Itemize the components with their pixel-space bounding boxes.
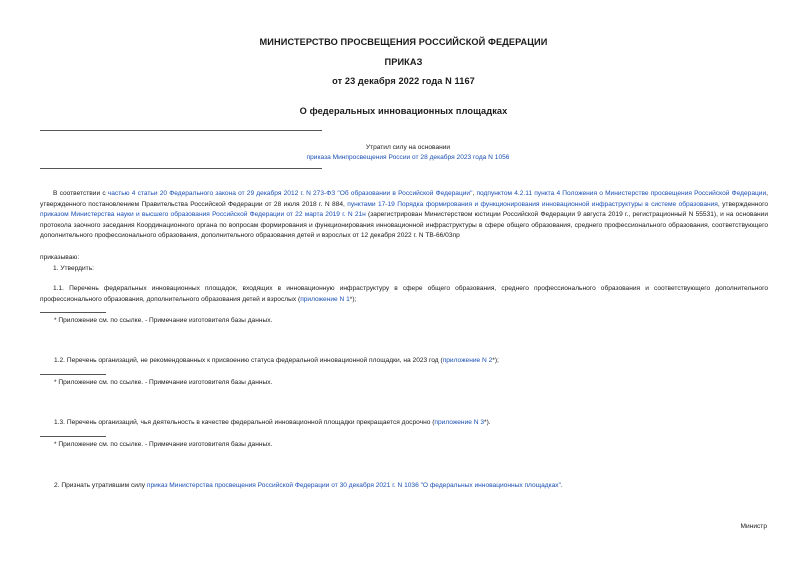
status-link-wrap (240, 153, 576, 164)
item-tail: *); (492, 357, 499, 364)
item-text: 1.2. Перечень организаций, не рекомендованных к присвоению статуса федеральной инновационной площадки, на 2023 год ( (54, 357, 443, 364)
order-word: приказываю: (40, 254, 80, 261)
document-title: О федеральных инновационных площадках (299, 106, 508, 116)
signature-title: Министр (740, 523, 767, 530)
preamble-paragraph (40, 189, 768, 242)
item-tail: *). (484, 419, 491, 426)
status-text: Утратил силу на основании (365, 144, 451, 151)
law-link[interactable]: частью 4 статьи 20 Федерального закона от 29 декабря 2012 г. N 273-ФЗ "Об образовании в Российской Федерации" (107, 190, 473, 197)
item-1-1 (40, 284, 768, 305)
footnote: * Приложение см. по ссылке. - Примечание изготовителя базы данных. (54, 379, 273, 386)
item-tail: . (560, 482, 563, 489)
repeal-order-link[interactable]: приказа Минпросвещения России от 28 декабря 2023 года N 1056 (306, 154, 510, 161)
appendix-1-link[interactable]: приложение N 1 (300, 295, 350, 303)
item-1-2 (54, 356, 499, 367)
item-text: 1.1. Перечень федеральных инновационных площадок, входящих в инновационную инфраструктуру в сфере общего образования, среднего профессионального образования и соответствующего дополнительного профессионального образования, дополнительного образования детей и взрослых ( (40, 285, 768, 303)
regulation-link[interactable]: подпунктом 4.2.11 пункта 4 Положения о Министерстве просвещения Российской Федерации (476, 190, 767, 197)
item-1-3 (54, 418, 491, 429)
repealed-order-link[interactable]: приказ Министерства просвещения Российской Федерации от 30 декабря 2021 г. N 1036 "О федеральных инновационных площадках" (146, 482, 561, 489)
procedure-link[interactable]: пунктами 17-19 Порядка формирования и функционирования инновационной инфраструктуры в системе образования (347, 200, 718, 208)
footnote-divider (40, 436, 106, 437)
doc-type-heading: ПРИКАЗ (384, 57, 423, 67)
footnote: * Приложение см. по ссылке. - Примечание изготовителя базы данных. (54, 317, 273, 324)
preamble-text: В соответствии с (53, 190, 108, 197)
divider-top (40, 130, 322, 131)
ministry-heading: МИНИСТЕРСТВО ПРОСВЕЩЕНИЯ РОССИЙСКОЙ ФЕДЕРАЦИИ (259, 37, 548, 47)
date-number-heading: от 23 декабря 2022 года N 1167 (332, 76, 475, 86)
item-1: 1. Утвердить: (53, 265, 94, 272)
footnote-divider (40, 312, 106, 313)
science-ministry-order-link[interactable]: приказом Министерства науки и высшего образования Российской Федерации от 22 марта 2019 г. N 21н (40, 211, 366, 219)
item-text: 2. Признать утратившим силу (54, 482, 147, 489)
preamble-text: , (472, 190, 477, 197)
appendix-3-link[interactable]: приложение N 3 (434, 419, 485, 426)
appendix-2-link[interactable]: приложение N 2 (442, 357, 493, 364)
footnote-divider (40, 374, 106, 375)
footnote: * Приложение см. по ссылке. - Примечание изготовителя базы данных. (54, 441, 273, 448)
preamble-text: , утвержденного постановлением Правительства Российской Федерации от 28 июля 2018 г. N 884, (40, 190, 769, 208)
divider-bottom (40, 168, 322, 169)
preamble-text: (зарегистрирован Министерством юстиции Российской Федерации 9 августа 2019 г., регистрационный N 55531), и на основании протокола заочного заседания Координационного органа по вопросам формирования и функционирования инновационной инфраструктуры в сфере общего образования, среднего профессионального образования, соответствующего дополнительного профессионального образования, дополнительного образования детей и взрослых от 12 декабря 2022 г. N ТВ-66/03пр (40, 211, 768, 240)
item-text: 1.3. Перечень организаций, чья деятельность в качестве федеральной инновационной площадки прекращается досрочно ( (54, 419, 435, 426)
preamble-text: , утвержденного (717, 200, 769, 208)
item-2 (54, 481, 563, 492)
item-tail: *); (349, 295, 357, 303)
